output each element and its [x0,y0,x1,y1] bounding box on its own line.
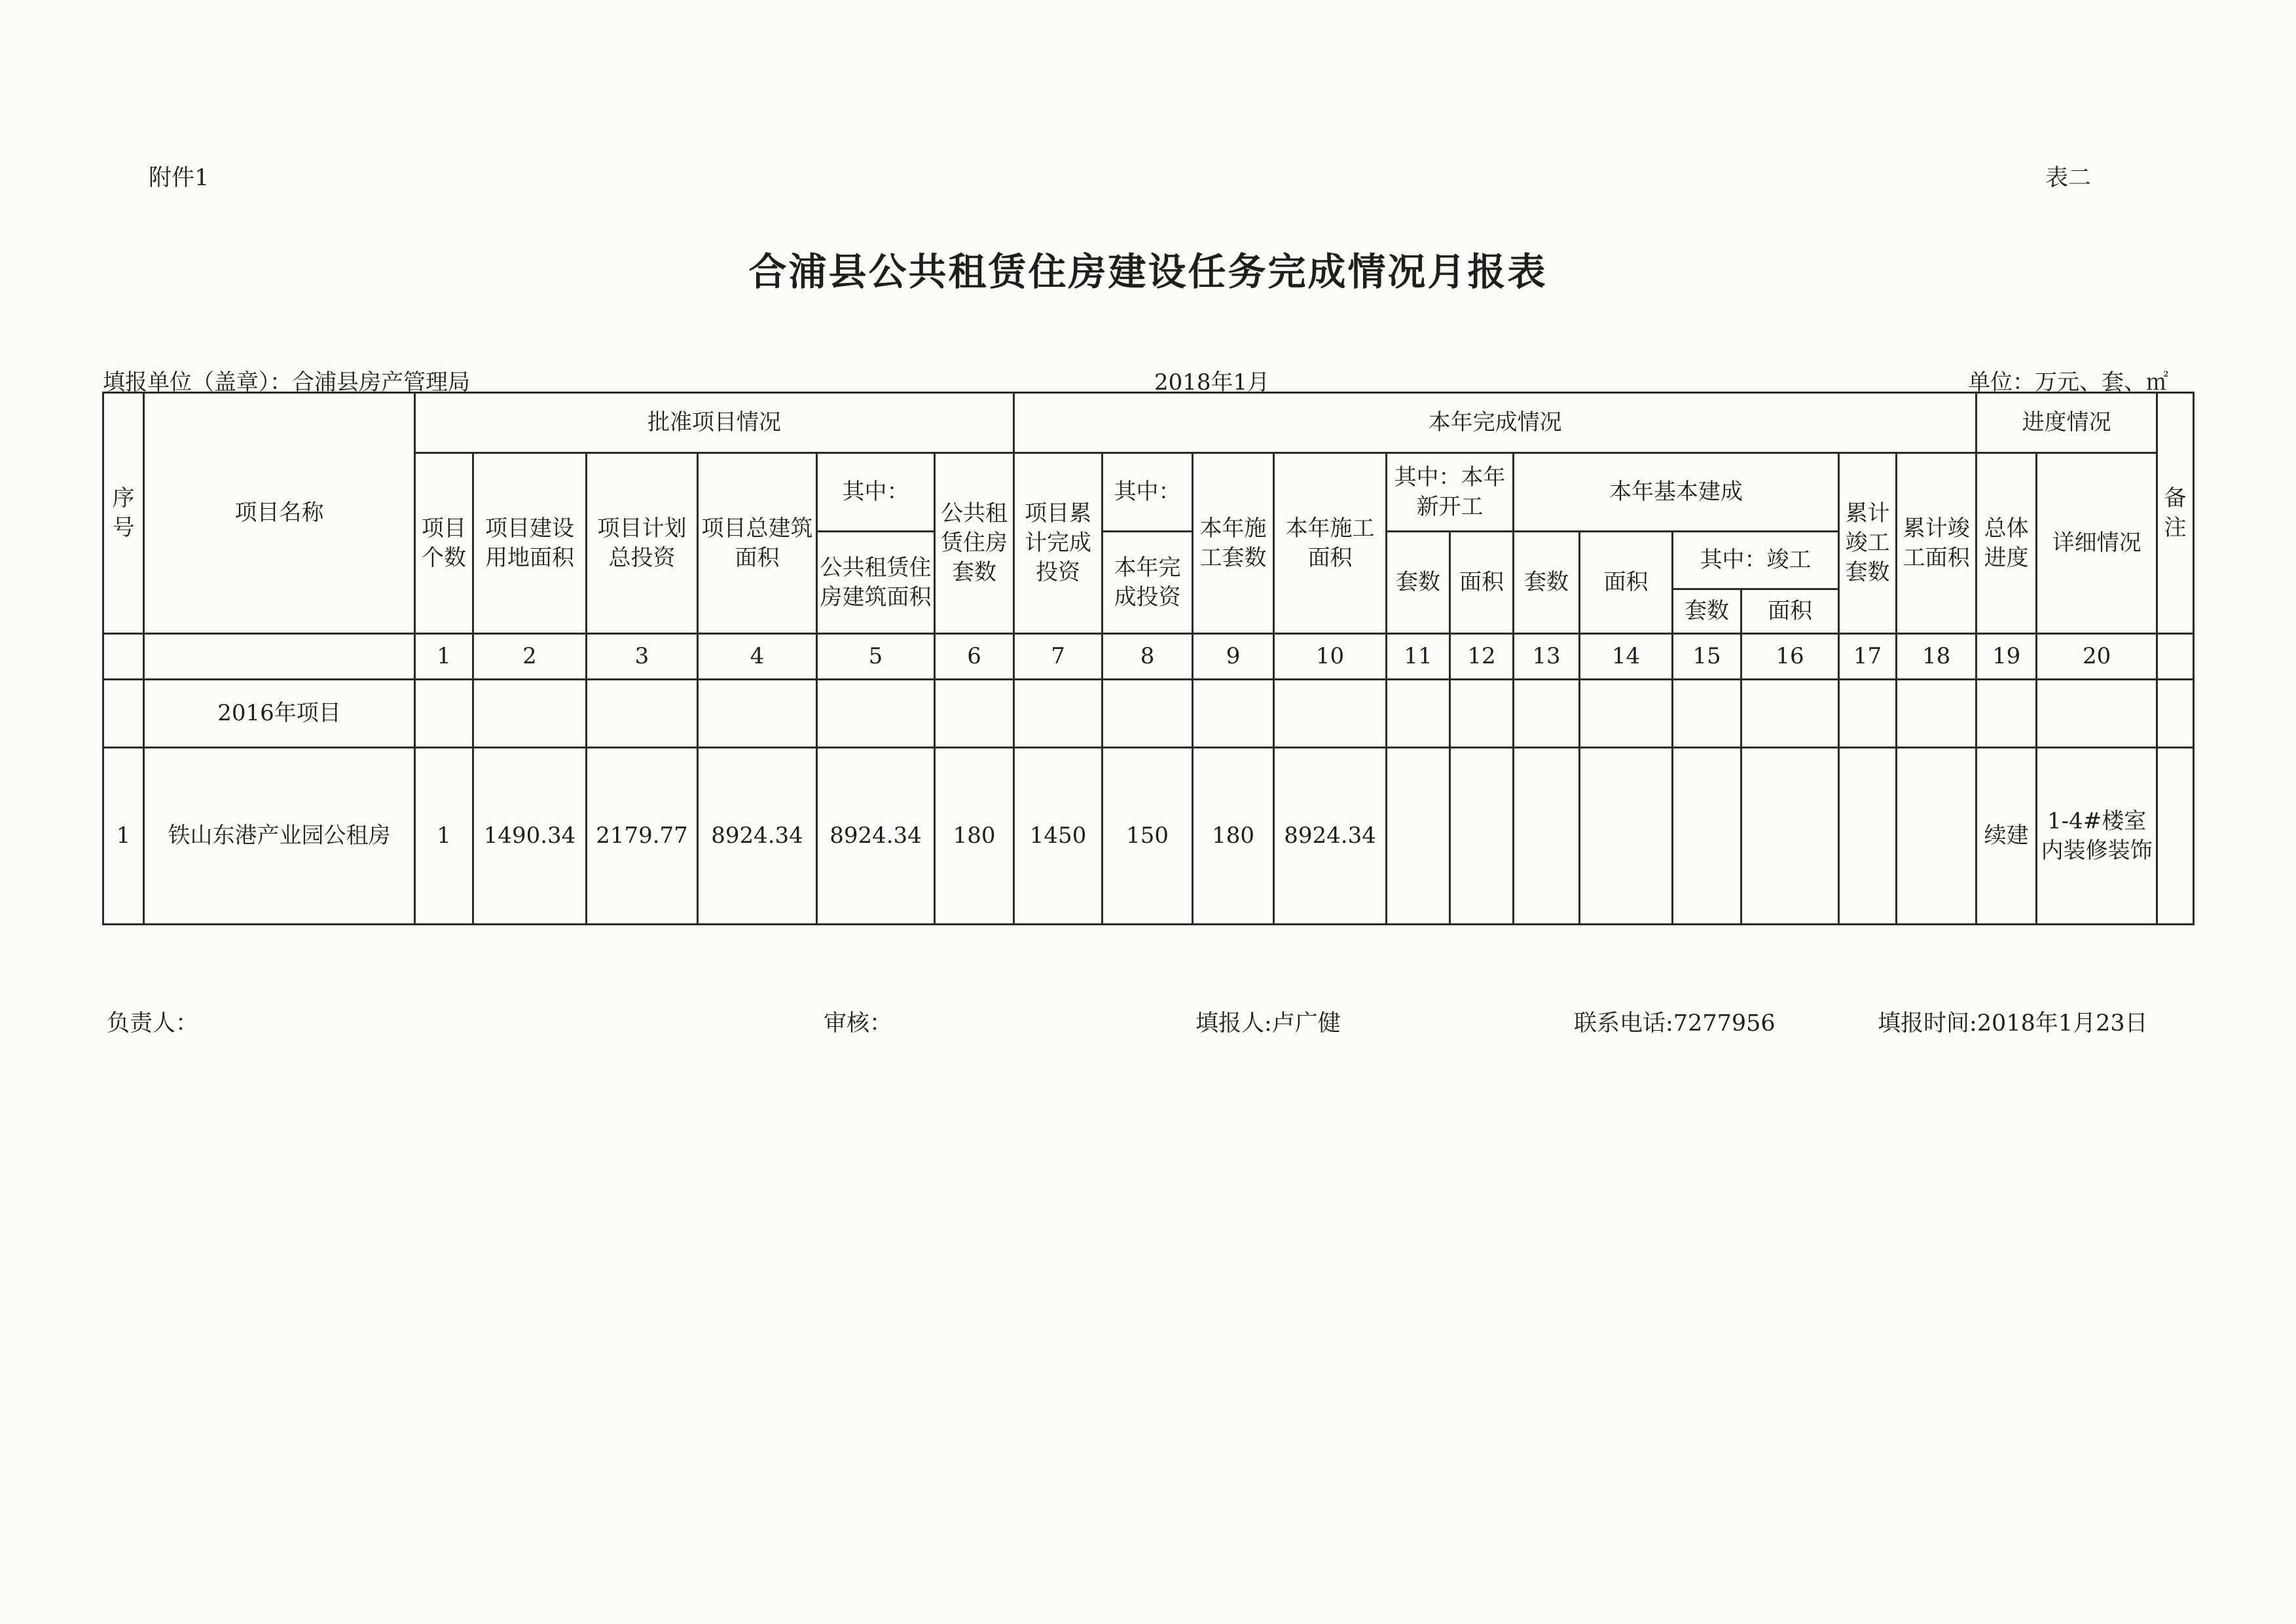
footer-reviewer: 审核： [824,1010,893,1037]
header-c7: 项目累计完成投资 [1014,453,1102,634]
row-remark [2157,748,2194,925]
row-value: 1490.34 [473,748,587,925]
row-seq: 1 [103,748,144,925]
header-c9: 本年施工套数 [1193,453,1274,634]
table-cell [1839,680,1897,748]
column-number-row [103,634,2194,680]
footer-filer: 填报人:卢广健 [1195,1010,1341,1037]
section-row [103,680,2194,748]
row-value [1673,748,1741,925]
table-cell [817,680,935,748]
header-c13: 套数 [1514,532,1580,634]
table-cell [1193,680,1274,748]
header-c18: 累计竣工面积 [1897,453,1977,634]
col-number: 9 [1193,634,1274,680]
table-cell [935,680,1014,748]
row-project-name: 铁山东港产业园公租房 [144,748,415,925]
footer-filing-time: 填报时间:2018年1月23日 [1878,1010,2148,1037]
row-value: 8924.34 [698,748,817,925]
col-number: 17 [1839,634,1897,680]
section-label: 2016年项目 [144,680,415,748]
report-title: 合浦县公共租赁住房建设任务完成情况月报表 [748,249,1548,294]
row-value: 1450 [1014,748,1102,925]
table-cell [103,680,144,748]
col-number: 18 [1897,634,1977,680]
table-number: 表二 [2045,165,2092,191]
col-number: 13 [1514,634,1580,680]
header-c20: 详细情况 [2037,453,2157,634]
header-c4: 项目总建筑面积 [698,453,817,634]
col-number: 14 [1580,634,1673,680]
header-c5: 公共租赁住房建筑面积 [817,532,935,634]
table-row [103,748,2194,925]
header-c8: 本年完成投资 [1102,532,1193,634]
header-c8-group: 其中： [1102,453,1193,532]
table-cell [103,634,144,680]
row-value: 150 [1102,748,1193,925]
header-c15: 套数 [1673,589,1741,634]
header-progress-group: 进度情况 [1977,393,2157,453]
row-value: 180 [1193,748,1274,925]
col-number: 8 [1102,634,1193,680]
table-cell [1977,680,2037,748]
table-cell [1580,680,1673,748]
header-approved-group: 批准项目情况 [415,393,1014,453]
table-cell [1014,680,1102,748]
footer-phone: 联系电话:7277956 [1574,1010,1776,1037]
filing-unit: 填报单位（盖章）：合浦县房产管理局 [103,369,470,396]
row-detail: 1-4#楼室内装修装饰 [2037,748,2157,925]
header-c17: 累计竣工套数 [1839,453,1897,634]
col-number: 1 [415,634,473,680]
header-remarks: 备注 [2157,393,2194,634]
header-c2: 项目建设用地面积 [473,453,587,634]
row-value: 180 [935,748,1014,925]
attachment-label: 附件1 [149,165,210,191]
header-year-group: 本年完成情况 [1014,393,1977,453]
table-cell [1514,680,1580,748]
header-c16: 面积 [1741,589,1839,634]
header-c11: 套数 [1387,532,1450,634]
header-seq: 序号 [103,393,144,634]
row-value [1514,748,1580,925]
header-c6: 公共租赁住房套数 [935,453,1014,634]
header-c10: 本年施工面积 [1274,453,1387,634]
col-number: 19 [1977,634,2037,680]
col-number: 3 [587,634,698,680]
header-new-group: 其中：本年新开工 [1387,453,1514,532]
header-c14: 面积 [1580,532,1673,634]
col-number: 5 [817,634,935,680]
header-project-name: 项目名称 [144,393,415,634]
table-cell [1387,680,1450,748]
col-number: 20 [2037,634,2157,680]
row-value [1387,748,1450,925]
col-number: 16 [1741,634,1839,680]
row-value [1580,748,1673,925]
header-c12: 面积 [1450,532,1514,634]
header-basic-group: 本年基本建成 [1514,453,1839,532]
col-number: 4 [698,634,817,680]
table-cell [144,634,415,680]
table-cell [1741,680,1839,748]
header-c3: 项目计划总投资 [587,453,698,634]
row-value [1741,748,1839,925]
row-value [1839,748,1897,925]
report-table [102,392,2195,925]
col-number: 10 [1274,634,1387,680]
table-cell [587,680,698,748]
table-cell [473,680,587,748]
row-value: 1 [415,748,473,925]
table-cell [1450,680,1514,748]
table-cell [415,680,473,748]
table-cell [1673,680,1741,748]
table-cell [2157,634,2194,680]
table-cell [2157,680,2194,748]
header-c5-group: 其中： [817,453,935,532]
row-value: 8924.34 [817,748,935,925]
table-cell [698,680,817,748]
col-number: 2 [473,634,587,680]
table-cell [1274,680,1387,748]
header-c19: 总体进度 [1977,453,2037,634]
footer-responsible: 负责人： [107,1010,199,1037]
header-c1: 项目个数 [415,453,473,634]
row-value: 2179.77 [587,748,698,925]
col-number: 15 [1673,634,1741,680]
table-cell [1897,680,1977,748]
col-number: 6 [935,634,1014,680]
measurement-units: 单位：万元、套、㎡ [1968,369,2168,396]
row-value [1450,748,1514,925]
table-cell [1102,680,1193,748]
col-number: 7 [1014,634,1102,680]
col-number: 12 [1450,634,1514,680]
row-overall-progress: 续建 [1977,748,2037,925]
table-cell [2037,680,2157,748]
col-number: 11 [1387,634,1450,680]
header-completed-group: 其中：竣工 [1673,532,1839,589]
row-value [1897,748,1977,925]
row-value: 8924.34 [1274,748,1387,925]
report-period: 2018年1月 [1154,369,1270,396]
